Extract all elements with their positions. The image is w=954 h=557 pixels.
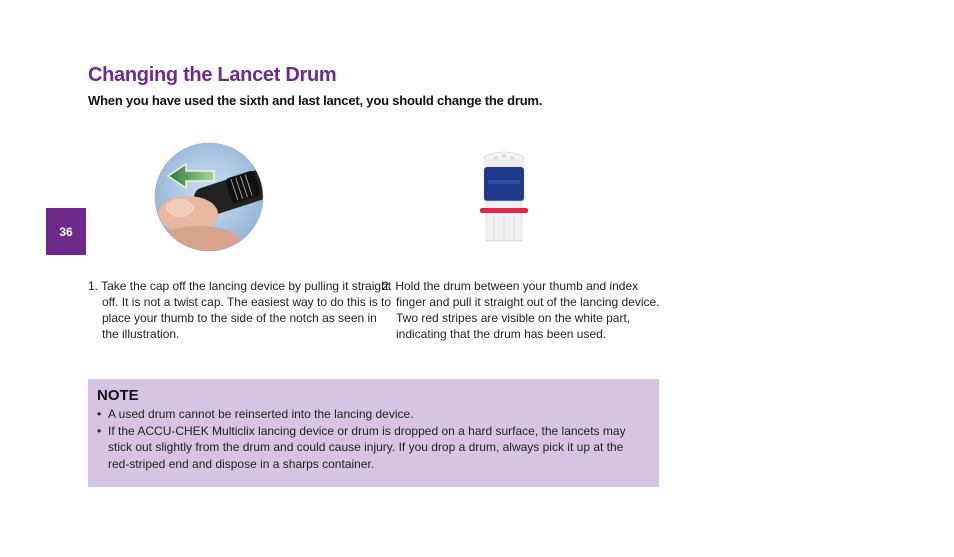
note-box [88, 379, 659, 487]
page-title: Changing the Lancet Drum [88, 64, 337, 86]
step-1-text: 1. Take the cap off the lancing device by pulling it straight off. It is not a twist cap. The easiest way to do this is to place your thumb to the side of the notch as seen in the illustration. [88, 279, 392, 341]
note-item: • A used drum cannot be reinserted into the lancing device. [97, 406, 645, 423]
lancet-drum-illustration [474, 150, 534, 246]
page-number: 36 [59, 224, 73, 239]
note-heading: NOTE [97, 387, 139, 404]
cap-removal-illustration [154, 142, 264, 252]
step-2-text: 2. Hold the drum between your thumb and index finger and pull it straight out of the lancing device. Two red stripes are visible on the white part, indicating that the drum has been used. [382, 279, 660, 341]
page-subtitle: When you have used the sixth and last lancet, you should change the drum. [88, 93, 543, 108]
page-number-tab [46, 208, 86, 255]
note-item: • If the ACCU-CHEK Multiclix lancing device or drum is dropped on a hard surface, the lancets may stick out slightly from the drum and could cause injury. If you drop a drum, always pick it up at the red-striped end and dispose in a sharps container. [97, 423, 645, 473]
note-list [97, 406, 645, 472]
